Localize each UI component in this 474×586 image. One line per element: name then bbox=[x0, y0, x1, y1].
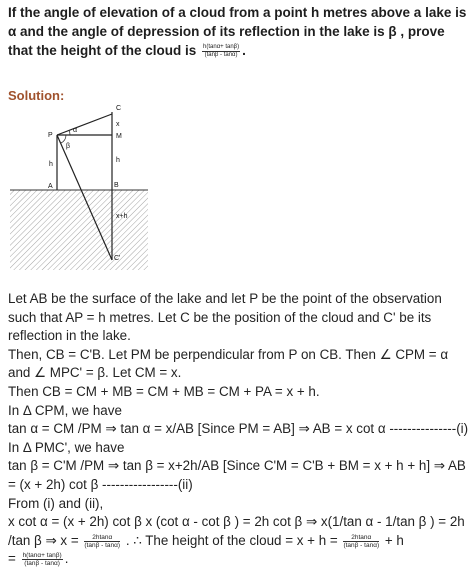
label-h-left: h bbox=[49, 161, 53, 168]
question-text: If the angle of elevation of a cloud from a point h metres above a lake is α and the angle of depression of its reflection in the lake is β , prove that the height of the cloud is $\frac{h(\tan\alpha+ \tan\beta)}{(\tan\beta - \tan\alpha)}$ . bbox=[8, 5, 467, 58]
label-a: A bbox=[48, 183, 53, 190]
fraction-x: $\frac{2htan\alpha}{(\tan\beta - \tan\alpha)}$ bbox=[84, 533, 121, 549]
label-c: C bbox=[116, 105, 122, 112]
label-b: B bbox=[114, 182, 119, 189]
label-x-plus-h: x+h bbox=[116, 213, 128, 220]
label-x: x bbox=[116, 121, 120, 128]
text-line-2: Then, CB = C'B. Let PM be perpendicular from P on CB. Then ∠ CPM = α and ∠ MPC' = β. Let CM = x. bbox=[8, 346, 449, 381]
fraction-final: $\frac{h(\tan\alpha+ \tan\beta)}{(\tan\beta - \tan\alpha)}$ bbox=[22, 552, 62, 568]
text-line-final: = $\frac{h(\tan\alpha+ \tan\beta)}{(\tan\beta - \tan\alpha)}$ . bbox=[8, 551, 69, 568]
height-formula: $\frac{h(\tan\alpha+ \tan\beta)}{(\tan\beta - \tan\alpha)}$ bbox=[203, 43, 240, 58]
label-alpha: α bbox=[73, 127, 78, 134]
text-line-6: In Δ PMC', we have bbox=[8, 439, 125, 455]
text-line-8: From (i) and (ii), bbox=[8, 495, 104, 511]
solution-body bbox=[8, 290, 470, 569]
text-line-7: tan β = C'M /PM ⇒ tan β = x+2h/AB [Since C'M = C'B + BM = x + h + h] ⇒ AB = (x + 2h) cot β -----------------(ii) bbox=[8, 458, 466, 492]
label-c-prime: C' bbox=[114, 255, 121, 262]
fraction-height: $\frac{2htan\alpha}{(\tan\beta - \tan\alpha)}$ bbox=[343, 533, 380, 549]
text-line-9: x cot α = (x + 2h) cot β x (cot α - cot β ) = 2h cot β ⇒ x(1/tan α - 1/tan β ) = 2h /tan β ⇒ x = $\frac{2htan\alpha}{(\tan\beta - \tan\alpha)}$ . ∴ The height of the cloud = x + h = $\frac{2htan\alpha}{(\tan\beta - \tan\alpha)}$ + h bbox=[8, 514, 465, 549]
geometry-figure bbox=[8, 100, 148, 272]
line-pc bbox=[57, 114, 112, 135]
label-p: P bbox=[48, 132, 53, 139]
label-h-right: h bbox=[116, 157, 120, 164]
solution-label: Solution: bbox=[8, 88, 65, 103]
text-line-1: Let AB be the surface of the lake and let P be the point of the observation such that AP = h metres. Let C be the position of the cloud and C' be its reflection in the lake. bbox=[8, 291, 442, 344]
lake-surface bbox=[10, 190, 148, 270]
label-m: M bbox=[116, 133, 122, 140]
label-beta: β bbox=[66, 143, 71, 150]
text-line-5: tan α = CM /PM ⇒ tan α = x/AB [Since PM = AB] ⇒ AB = x cot α ---------------(i) bbox=[8, 421, 469, 437]
text-line-4: In Δ CPM, we have bbox=[8, 402, 122, 418]
text-line-3: Then CB = CM + MB = CM + MB = CM + PA = x + h. bbox=[8, 383, 320, 399]
